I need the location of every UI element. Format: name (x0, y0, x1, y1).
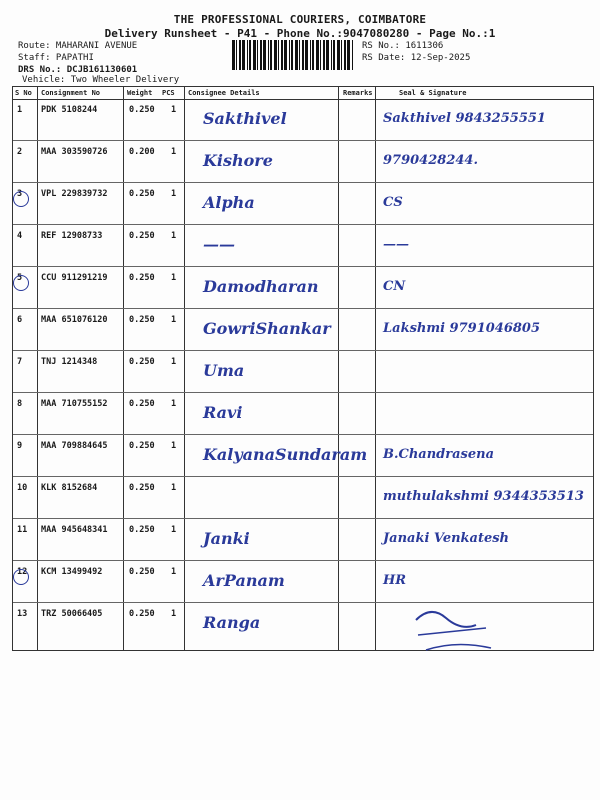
barcode-icon (232, 40, 354, 70)
col-remarks: Remarks (343, 89, 373, 97)
weight-value: 0.250 (129, 273, 155, 283)
pcs-value: 1 (171, 357, 177, 367)
consignment-number: PDK 5108244 (41, 105, 98, 115)
weight-value: 0.250 (129, 357, 155, 367)
consignee-name: Ranga (203, 613, 261, 632)
consignee-name: —— (203, 235, 235, 254)
signature-text: 9790428244. (383, 153, 478, 168)
barcode-bar (305, 40, 308, 70)
rs-date: RS Date: 12-Sep-2025 (362, 53, 471, 63)
table-row (13, 477, 593, 519)
barcode-bar (344, 40, 346, 70)
consignee-name: Ravi (203, 403, 243, 422)
barcode-bar (289, 40, 290, 70)
barcode-bar (249, 40, 251, 70)
barcode-bar (310, 40, 311, 70)
pcs-value: 1 (171, 273, 177, 283)
barcode-bar (316, 40, 319, 70)
barcode-bar (337, 40, 340, 70)
barcode-bar (299, 40, 300, 70)
col-sno: S No (15, 89, 32, 97)
signature-text: Sakthivel 9843255551 (383, 111, 546, 126)
serial-number: 4 (17, 231, 23, 241)
weight-value: 0.250 (129, 315, 155, 325)
barcode-bar (347, 40, 350, 70)
consignee-name: Damodharan (203, 277, 319, 296)
table-row (13, 183, 593, 225)
consignee-name: Kishore (203, 151, 273, 170)
staff-label: Staff: PAPATHI (18, 53, 94, 63)
delivery-stamp-icon (396, 600, 506, 670)
table-header (13, 86, 593, 100)
consignment-number: TRZ 50066405 (41, 609, 103, 619)
consignee-name: Uma (203, 361, 245, 380)
serial-number: 3 (17, 189, 22, 199)
consignment-number: TNJ 1214348 (41, 357, 98, 367)
barcode-bar (263, 40, 266, 70)
pcs-value: 1 (171, 315, 177, 325)
barcode-bar (260, 40, 262, 70)
pcs-value: 1 (171, 609, 177, 619)
table-row (13, 99, 593, 141)
serial-number: 11 (17, 525, 28, 535)
weight-value: 0.250 (129, 189, 155, 199)
runsheet-table (12, 86, 594, 651)
table-row (13, 267, 593, 309)
barcode-bar (232, 40, 235, 70)
consignment-number: VPL 229839732 (41, 189, 108, 199)
serial-number: 13 (17, 609, 28, 619)
signature-text: B.Chandrasena (383, 447, 495, 462)
serial-number: 9 (17, 441, 23, 451)
vehicle-label: Vehicle: Two Wheeler Delivery (22, 75, 180, 85)
barcode-bar (236, 40, 237, 70)
weight-value: 0.250 (129, 441, 155, 451)
pcs-value: 1 (171, 525, 177, 535)
barcode-bar (295, 40, 298, 70)
pcs-value: 1 (171, 441, 177, 451)
consignment-number: CCU 911291219 (41, 273, 108, 283)
weight-value: 0.250 (129, 105, 155, 115)
barcode-bar (326, 40, 329, 70)
consignee-name: Alpha (203, 193, 255, 212)
signature-text: HR (383, 573, 407, 588)
document-title: THE PROFESSIONAL COURIERS, COIMBATORE (173, 13, 427, 26)
barcode-bar (278, 40, 279, 70)
table-row (13, 519, 593, 561)
pcs-value: 1 (171, 189, 177, 199)
barcode-bar (323, 40, 325, 70)
table-row (13, 141, 593, 183)
barcode-bar (341, 40, 342, 70)
route-label: Route: MAHARANI AVENUE (18, 41, 138, 51)
col-consignment: Consignment No (41, 89, 101, 97)
signature-text: muthulakshmi 9344353513 (383, 489, 584, 504)
col-weight: Weight (127, 89, 153, 97)
col-consignee: Consignee Details (188, 89, 260, 97)
barcode-bar (331, 40, 332, 70)
consignment-number: KLK 8152684 (41, 483, 98, 493)
serial-number: 8 (17, 399, 23, 409)
consignment-number: REF 12908733 (41, 231, 103, 241)
barcode-bar (320, 40, 321, 70)
table-row (13, 435, 593, 477)
pcs-value: 1 (171, 147, 177, 157)
weight-value: 0.250 (129, 609, 155, 619)
table-row (13, 393, 593, 435)
table-row (13, 351, 593, 393)
serial-number: 2 (17, 147, 23, 157)
barcode-bar (302, 40, 304, 70)
pcs-value: 1 (171, 399, 177, 409)
circle-mark-icon (13, 569, 29, 585)
signature-text: CS (383, 195, 403, 210)
table-row (13, 561, 593, 603)
rs-number: RS No.: 1611306 (362, 41, 444, 51)
signature-text: Janaki Venkatesh (383, 531, 510, 546)
barcode-bar (242, 40, 245, 70)
pcs-value: 1 (171, 231, 177, 241)
signature-text: —— (383, 237, 409, 252)
serial-number: 12 (17, 567, 27, 577)
pcs-value: 1 (171, 483, 177, 493)
barcode-bar (333, 40, 335, 70)
barcode-bar (253, 40, 256, 70)
barcode-bar (239, 40, 241, 70)
table-row (13, 225, 593, 267)
table-row (13, 309, 593, 351)
consignment-number: MAA 651076120 (41, 315, 108, 325)
signature-text: Lakshmi 9791046805 (383, 321, 541, 336)
consignment-number: MAA 710755152 (41, 399, 108, 409)
barcode-bar (268, 40, 269, 70)
consignee-name: ArPanam (203, 571, 285, 590)
weight-value: 0.250 (129, 231, 155, 241)
signature-text: CN (383, 279, 406, 294)
consignment-number: MAA 709884645 (41, 441, 108, 451)
weight-value: 0.250 (129, 525, 155, 535)
circle-mark-icon (13, 275, 29, 291)
weight-value: 0.200 (129, 147, 155, 157)
barcode-bar (312, 40, 314, 70)
barcode-bar (257, 40, 258, 70)
consignment-number: KCM 13499492 (41, 567, 103, 577)
col-pcs: PCS (162, 89, 175, 97)
consignee-name: Sakthivel (203, 109, 287, 128)
barcode-bar (247, 40, 248, 70)
pcs-value: 1 (171, 567, 177, 577)
barcode-bar (291, 40, 293, 70)
pcs-value: 1 (171, 105, 177, 115)
weight-value: 0.250 (129, 567, 155, 577)
consignment-number: MAA 303590726 (41, 147, 108, 157)
weight-value: 0.250 (129, 399, 155, 409)
consignee-name: KalyanaSundaram (203, 445, 368, 464)
serial-number: 5 (17, 273, 22, 283)
consignee-name: Janki (203, 529, 250, 548)
weight-value: 0.250 (129, 483, 155, 493)
drs-number: DRS No.: DCJB161130601 (18, 65, 138, 75)
serial-number: 10 (17, 483, 28, 493)
barcode-bar (352, 40, 353, 70)
barcode-bar (284, 40, 287, 70)
serial-number: 7 (17, 357, 23, 367)
serial-number: 6 (17, 315, 23, 325)
table-row (13, 603, 593, 644)
barcode-bar (274, 40, 277, 70)
barcode-bar (270, 40, 272, 70)
document-subtitle: Delivery Runsheet - P41 - Phone No.:9047080280 - Page No.:1 (104, 27, 496, 40)
consignee-name: GowriShankar (203, 319, 331, 338)
consignment-number: MAA 945648341 (41, 525, 108, 535)
circle-mark-icon (13, 191, 29, 207)
serial-number: 1 (17, 105, 23, 115)
col-signature: Seal & Signature (399, 89, 467, 97)
barcode-bar (281, 40, 283, 70)
